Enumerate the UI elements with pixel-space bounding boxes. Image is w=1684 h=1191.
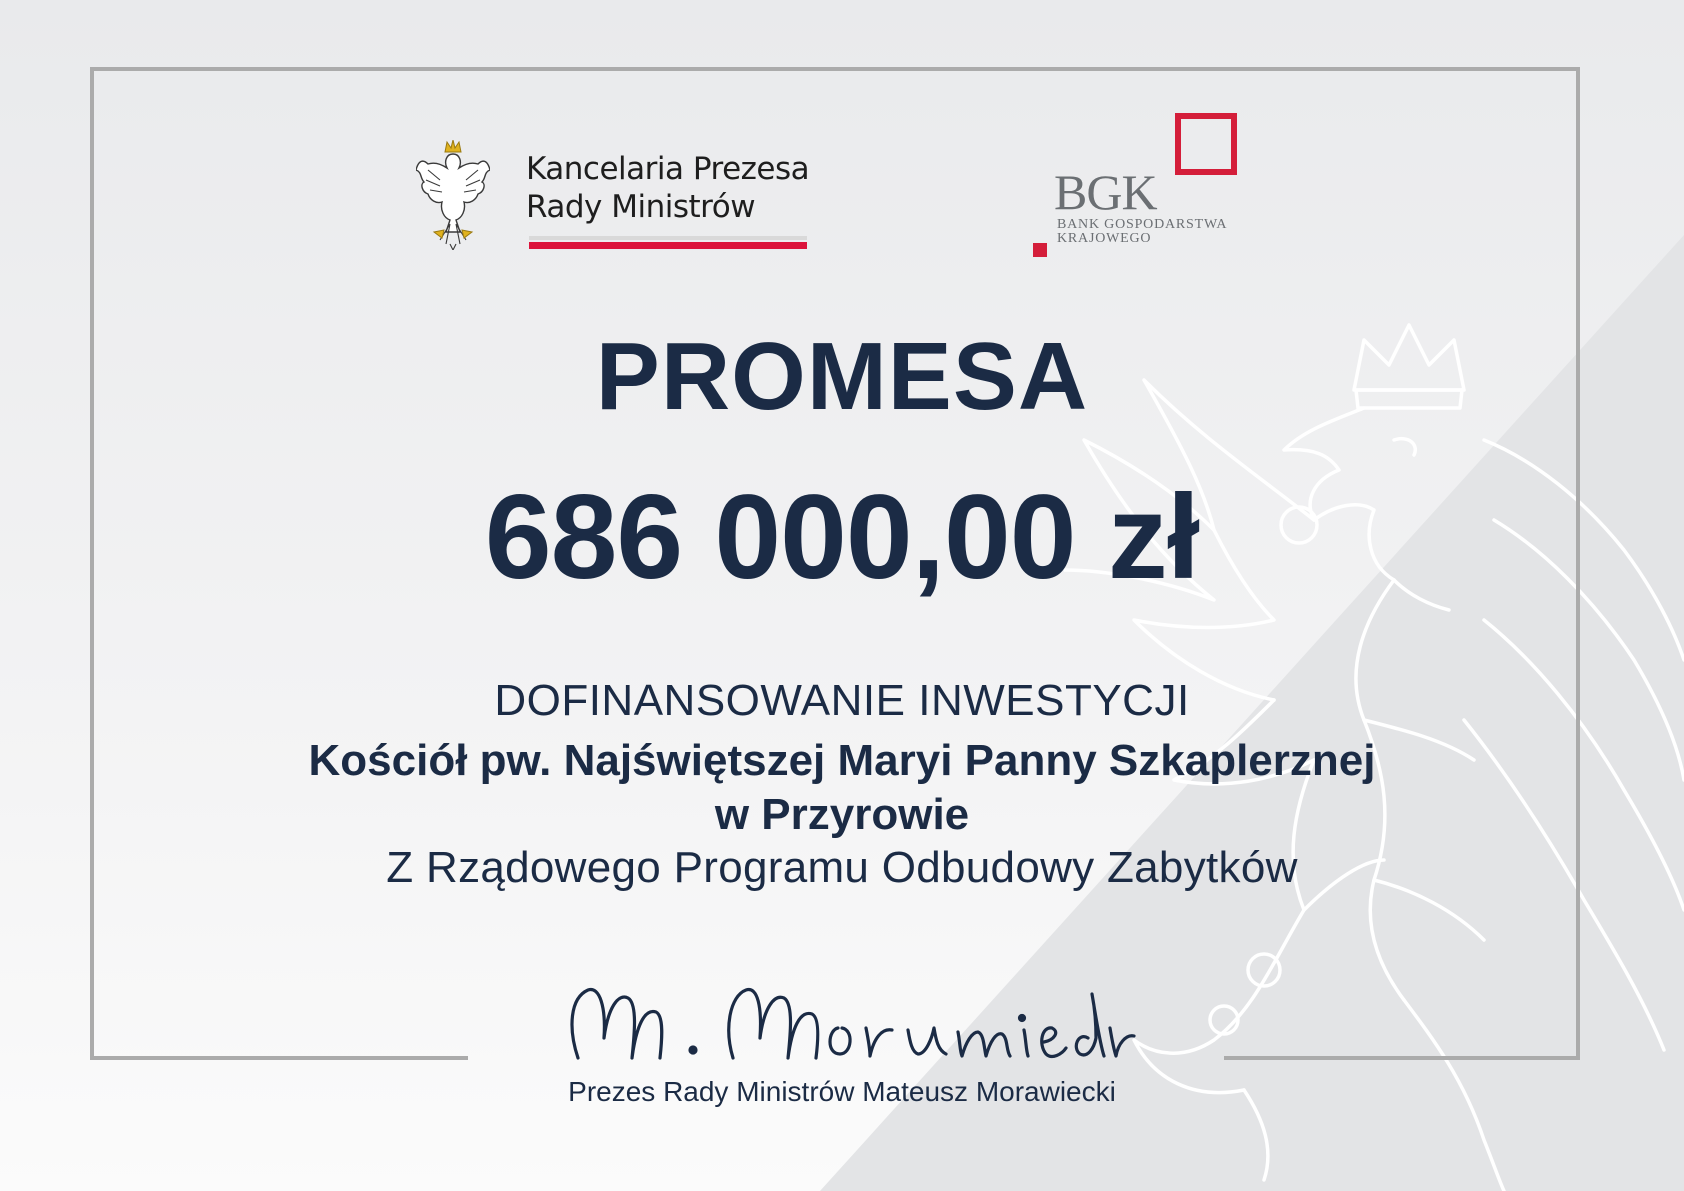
- bgk-dot-mark: [1033, 243, 1047, 257]
- investment-name-line2: w Przyrowie: [714, 790, 970, 839]
- frame-border-bottom-left: [90, 1056, 468, 1060]
- bgk-sub-line1: BANK GOSPODARSTWA: [1057, 217, 1228, 232]
- frame-border-top: [90, 67, 1580, 71]
- kprm-name: [526, 150, 809, 226]
- signer-name: Prezes Rady Ministrów Mateusz Morawiecki: [568, 1076, 1116, 1107]
- bgk-square-mark: [1175, 113, 1237, 175]
- program-name: Z Rządowego Programu Odbudowy Zabytków: [386, 843, 1298, 892]
- bgk-sub-line2: KRAJOWEGO: [1057, 231, 1152, 246]
- bgk-fullname: [1057, 218, 1227, 246]
- handwritten-signature: [548, 968, 1138, 1078]
- frame-border-bottom-right: [1224, 1056, 1580, 1060]
- document-title: PROMESA: [595, 323, 1089, 430]
- flag-stripe-red: [529, 242, 807, 249]
- flag-stripe-white: [529, 236, 807, 240]
- bgk-name: BGK: [1054, 164, 1157, 220]
- kprm-line1: Kancelaria Prezesa: [526, 151, 810, 187]
- purpose-heading: DOFINANSOWANIE INWESTYCJI: [494, 676, 1190, 725]
- investment-name: [0, 734, 1684, 842]
- investment-name-line1: Kościół pw. Najświętszej Maryi Panny Szkaplerznej: [308, 736, 1376, 785]
- grant-amount: 686 000,00 zł: [484, 470, 1200, 604]
- kprm-line2: Rady Ministrów: [526, 189, 756, 225]
- white-eagle-emblem-icon: [416, 140, 490, 250]
